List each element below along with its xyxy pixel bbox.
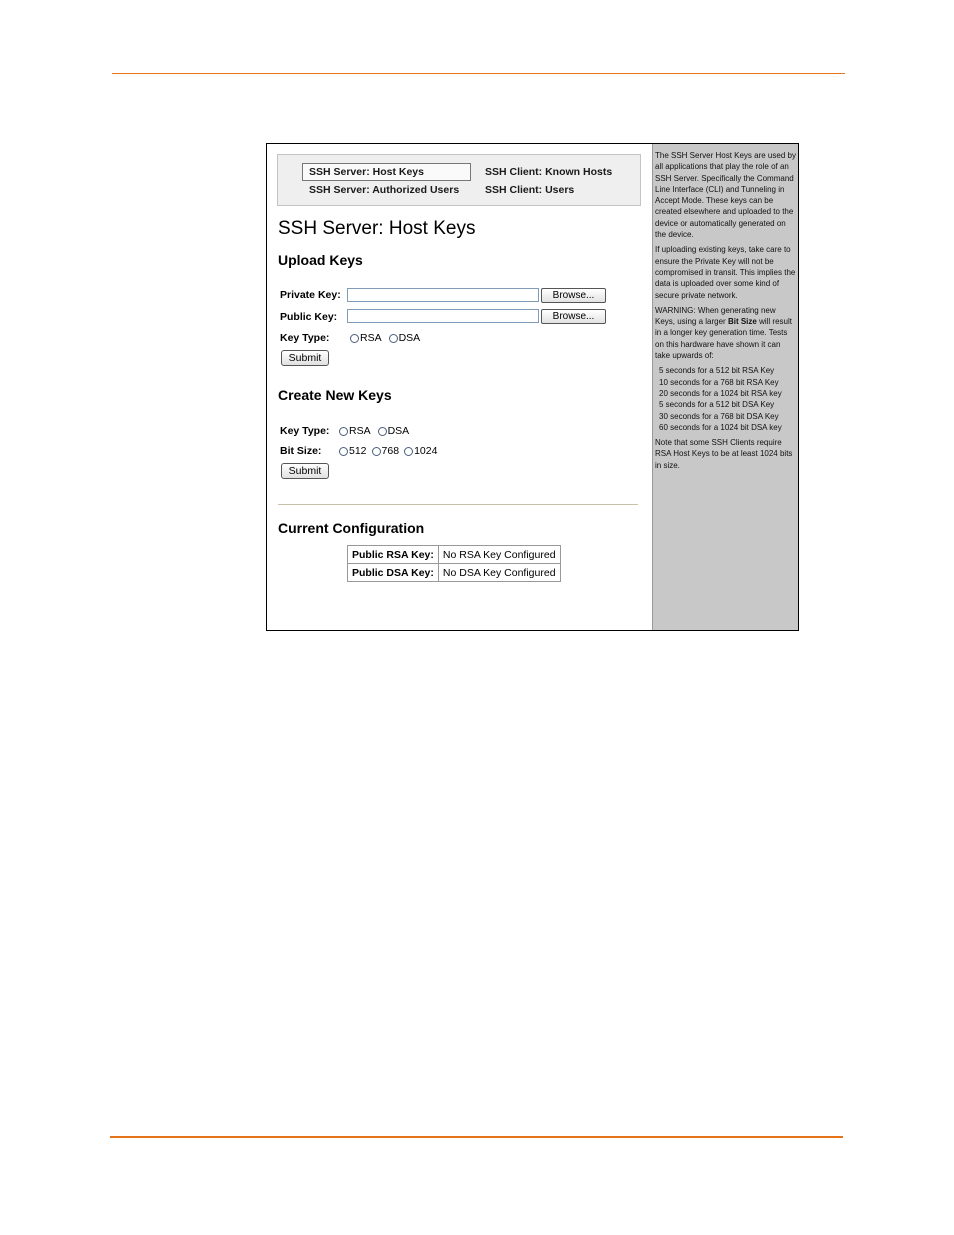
upload-key-type-options — [350, 332, 427, 344]
table-row — [348, 546, 561, 564]
ssh-nav-menu — [277, 154, 641, 206]
upload-keys-heading: Upload Keys — [278, 252, 363, 268]
radio-icon[interactable] — [378, 427, 387, 436]
bit-size-1024[interactable]: 1024 — [404, 445, 437, 457]
help-upload-note: If uploading existing keys, take care to ensure the Private Key will not be compromised in transit. This implies the data is uploaded over some kind of secure private network. — [655, 245, 796, 300]
upload-key-type-label: Key Type: — [280, 332, 330, 344]
create-key-type-rsa[interactable]: RSA — [339, 425, 371, 437]
private-key-browse-button[interactable]: Browse... — [541, 288, 606, 303]
public-dsa-key-label: Public DSA Key: — [348, 564, 439, 582]
create-key-type-options — [339, 425, 416, 437]
list-item: 60 seconds for a 1024 bit DSA key — [659, 422, 782, 432]
nav-ssh-server-host-keys[interactable]: SSH Server: Host Keys — [302, 163, 471, 181]
create-key-type-label: Key Type: — [280, 425, 330, 437]
table-row — [348, 564, 561, 582]
radio-icon[interactable] — [404, 447, 413, 456]
create-new-keys-heading: Create New Keys — [278, 387, 392, 403]
radio-icon[interactable] — [339, 447, 348, 456]
ssh-config-panel — [266, 143, 799, 631]
main-content — [267, 144, 652, 630]
public-key-label: Public Key: — [280, 311, 338, 323]
public-dsa-key-value: No DSA Key Configured — [438, 564, 560, 582]
radio-icon[interactable] — [350, 334, 359, 343]
current-configuration-table — [347, 545, 561, 582]
public-key-input[interactable] — [347, 309, 539, 323]
page-title: SSH Server: Host Keys — [278, 218, 476, 239]
footer-rule — [110, 1136, 843, 1138]
upload-key-type-dsa[interactable]: DSA — [389, 332, 421, 344]
nav-ssh-client-users[interactable]: SSH Client: Users — [485, 184, 575, 196]
current-configuration-heading: Current Configuration — [278, 520, 425, 536]
upload-submit-button[interactable]: Submit — [281, 350, 329, 366]
list-item: 30 seconds for a 768 bit DSA Key — [659, 411, 779, 421]
private-key-input[interactable] — [347, 288, 539, 302]
help-sidebar — [652, 144, 798, 630]
bit-size-label: Bit Size: — [280, 445, 322, 457]
header-rule — [112, 73, 845, 74]
list-item: 5 seconds for a 512 bit RSA Key — [659, 366, 775, 376]
radio-icon[interactable] — [389, 334, 398, 343]
help-warning: WARNING: When generating new Keys, using a larger Bit Size will result in a longer key generation time. Tests on this hardware have shown it can take upwards of: — [655, 305, 792, 361]
help-timings-list — [655, 365, 796, 433]
bit-size-768[interactable]: 768 — [372, 445, 400, 457]
create-submit-button[interactable]: Submit — [281, 463, 329, 479]
public-rsa-key-label: Public RSA Key: — [348, 546, 439, 564]
create-key-type-dsa[interactable]: DSA — [378, 425, 410, 437]
section-divider — [278, 504, 638, 505]
help-client-note: Note that some SSH Clients require RSA Host Keys to be at least 1024 bits in size. — [655, 438, 793, 470]
bit-size-512[interactable]: 512 — [339, 445, 367, 457]
radio-icon[interactable] — [339, 427, 348, 436]
upload-key-type-rsa[interactable]: RSA — [350, 332, 382, 344]
list-item: 5 seconds for a 512 bit DSA Key — [659, 400, 775, 410]
list-item: 10 seconds for a 768 bit RSA Key — [659, 377, 779, 387]
list-item: 20 seconds for a 1024 bit RSA key — [659, 388, 782, 398]
private-key-label: Private Key: — [280, 289, 341, 301]
radio-icon[interactable] — [372, 447, 381, 456]
public-rsa-key-value: No RSA Key Configured — [438, 546, 560, 564]
help-intro: The SSH Server Host Keys are used by all applications that play the role of an SSH Server. Specifically the Command Line Interface (CLI) and Tunneling in Accept Mode. These keys can be created elsewhere and uploaded to the device or automatically generated on the device. — [655, 151, 796, 240]
bit-size-options — [339, 445, 444, 457]
nav-ssh-client-known-hosts[interactable]: SSH Client: Known Hosts — [485, 166, 613, 178]
public-key-browse-button[interactable]: Browse... — [541, 309, 606, 324]
nav-ssh-server-authorized-users[interactable]: SSH Server: Authorized Users — [309, 184, 460, 196]
